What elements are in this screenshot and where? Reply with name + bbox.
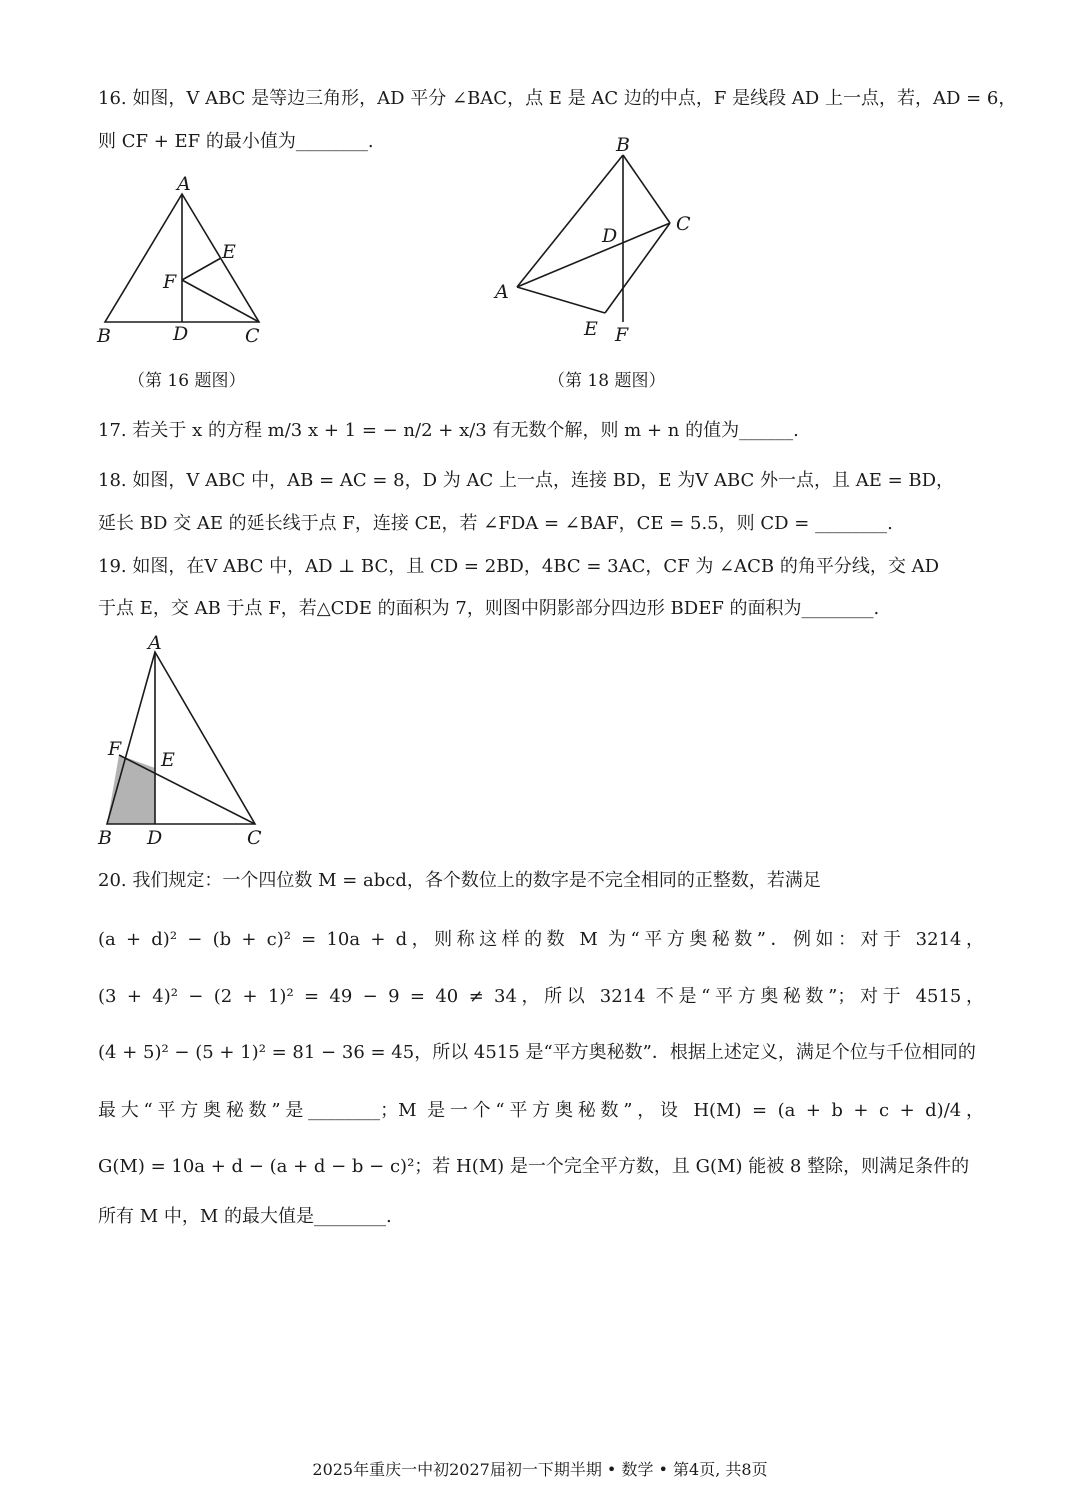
- fig19-label-d: D: [147, 827, 163, 849]
- fig18-label-d: D: [602, 225, 618, 247]
- fig19-label-e: E: [161, 749, 175, 771]
- fig18-label-e: E: [584, 318, 598, 340]
- fig18-caption: （第 18 题图）: [548, 371, 666, 391]
- fig16-label-f: F: [163, 271, 177, 293]
- fig16-label-c: C: [245, 325, 260, 347]
- q19-line-1: 19. 如图，在V ABC 中，AD ⊥ BC，且 CD = 2BD，4BC = 3AC，CF 为 ∠ACB 的角平分线，交 AD: [98, 556, 940, 577]
- fig18-label-a: A: [495, 281, 509, 303]
- fig18-label-f: F: [615, 324, 629, 346]
- q20-line-4: (4 + 5)² − (5 + 1)² = 81 − 36 = 45，所以 4515 是“平方奥秘数”．根据上述定义，满足个位与千位相同的: [98, 1042, 976, 1063]
- fig19-label-b: B: [98, 827, 112, 849]
- q20-line-2: (a + d)² − (b + c)² = 10a + d，则称这样的数 M 为“平方奥秘数”．例如：对于 3214，: [98, 929, 984, 950]
- fig18-segment-ab: [517, 155, 623, 287]
- q19-line-2: 于点 E，交 AB 于点 F，若△CDE 的面积为 7，则图中阴影部分四边形 BDEF 的面积为________.: [98, 598, 880, 619]
- fig18-segment-ae: [517, 287, 605, 313]
- fig16-caption: （第 16 题图）: [128, 371, 246, 391]
- q20-line-3: (3 + 4)² − (2 + 1)² = 49 − 9 = 40 ≠ 34，所以 3214 不是“平方奥秘数”；对于 4515，: [98, 986, 984, 1007]
- figure-19: [95, 630, 275, 852]
- fig16-segment-fc: [182, 280, 259, 322]
- fig16-label-a: A: [177, 173, 191, 195]
- fig16-label-e: E: [222, 241, 236, 263]
- fig19-label-f: F: [108, 738, 122, 760]
- q17-line-1: 17. 若关于 x 的方程 m/3 x + 1 = − n/2 + x/3 有无数个解，则 m + n 的值为______.: [98, 420, 799, 441]
- fig16-segment-fe: [182, 258, 221, 280]
- fig16-label-d: D: [173, 323, 189, 345]
- fig19-shaded-bdef: [107, 755, 155, 824]
- fig18-label-c: C: [676, 213, 691, 235]
- q18-line-2: 延长 BD 交 AE 的延长线于点 F，连接 CE，若 ∠FDA = ∠BAF，CE = 5.5，则 CD = ________.: [98, 513, 893, 534]
- q20-line-7: 所有 M 中，M 的最大值是________.: [98, 1206, 392, 1227]
- page-footer: 2025年重庆一中初2027届初一下期半期 • 数学 • 第4页, 共8页: [312, 1460, 768, 1479]
- fig18-label-b: B: [616, 134, 630, 156]
- figure-18: [490, 130, 710, 348]
- q20-line-6: G(M) = 10a + d − (a + d − b − c)²；若 H(M) 是一个完全平方数，且 G(M) 能被 8 整除，则满足条件的: [98, 1156, 970, 1177]
- fig19-label-c: C: [247, 827, 262, 849]
- q20-line-1: 20. 我们规定：一个四位数 M = abcd，各个数位上的数字是不完全相同的正整数，若满足: [98, 870, 821, 891]
- q20-line-5: 最大“平方奥秘数”是________；M 是一个“平方奥秘数”，设 H(M) = (a + b + c + d)/4，: [98, 1100, 984, 1121]
- q16-line-2: 则 CF + EF 的最小值为________.: [98, 131, 374, 152]
- q16-line-1: 16. 如图，V ABC 是等边三角形，AD 平分 ∠BAC，点 E 是 AC 边的中点，F 是线段 AD 上一点，若，AD = 6，: [98, 88, 1017, 109]
- q18-line-1: 18. 如图，V ABC 中，AB = AC = 8，D 为 AC 上一点，连接 BD，E 为V ABC 外一点，且 AE = BD，: [98, 470, 955, 491]
- fig16-label-b: B: [97, 325, 111, 347]
- fig19-label-a: A: [148, 632, 162, 654]
- fig18-segment-bc: [623, 155, 670, 223]
- figure-16: [95, 172, 275, 350]
